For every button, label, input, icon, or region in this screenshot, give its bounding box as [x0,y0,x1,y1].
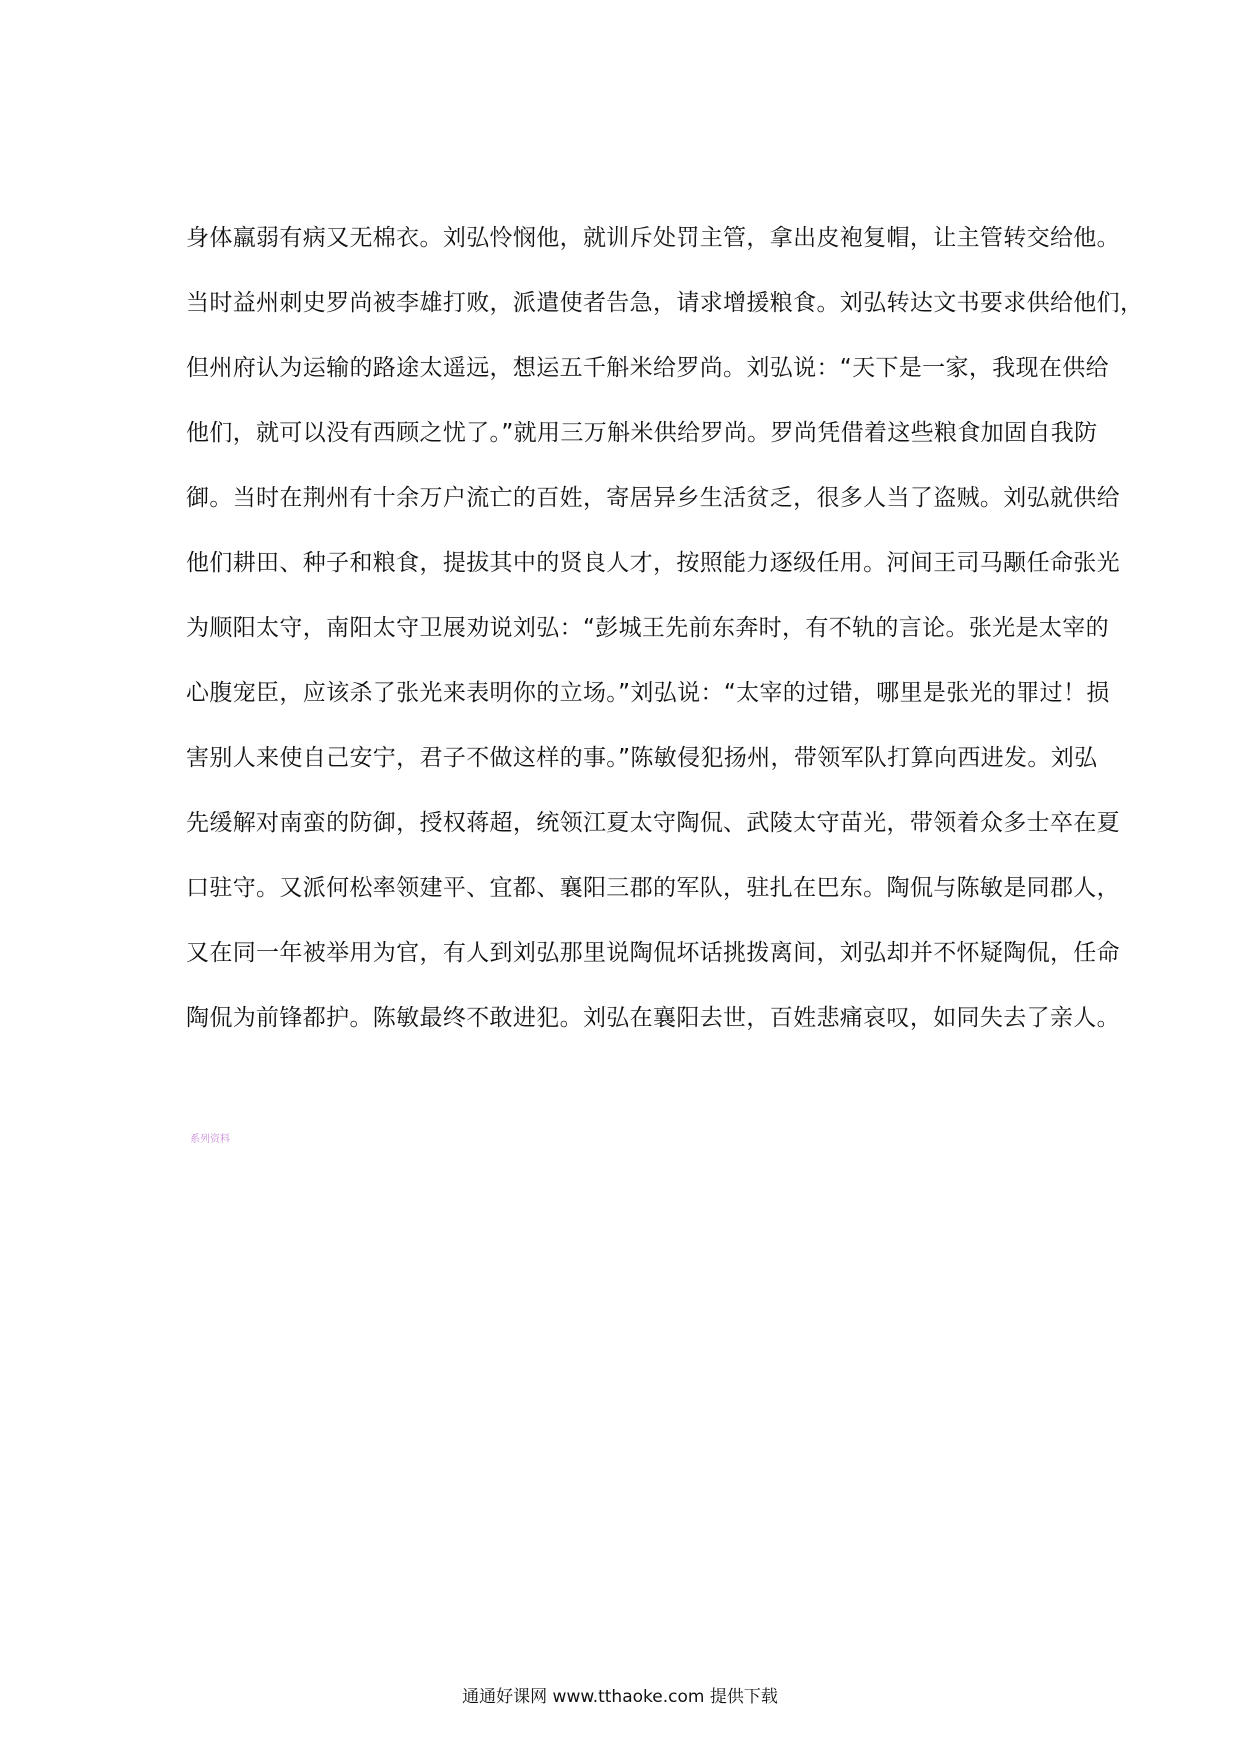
text-line: 身体羸弱有病又无棉衣。刘弘怜悯他，就训斥处罚主管，拿出皮袍复帽，让主管转交给他。 [186,225,1120,251]
text-line: 御。当时在荆州有十余万户流亡的百姓，寄居异乡生活贫乏，很多人当了盗贼。刘弘就供给 [186,485,1120,511]
text-line: 心腹宠臣，应该杀了张光来表明你的立场。”刘弘说：“太宰的过错，哪里是张光的罪过！损 [186,680,1110,706]
text-line: 先缓解对南蛮的防御，授权蒋超，统领江夏太守陶侃、武陵太守苗光，带领着众多士卒在夏 [186,810,1120,836]
text-line: 当时益州刺史罗尚被李雄打败，派遣使者告急，请求增援粮食。刘弘转达文书要求供给他们， [186,290,1144,316]
series-label: 系列资料 [190,1134,230,1145]
body-text [186,214,1144,1059]
text-line: 陶侃为前锋都护。陈敏最终不敢进犯。刘弘在襄阳去世，百姓悲痛哀叹，如同失去了亲人。 [186,1005,1120,1031]
text-line: 又在同一年被举用为官，有人到刘弘那里说陶侃坏话挑拨离间，刘弘却并不怀疑陶侃，任命 [186,940,1120,966]
text-line: 他们耕田、种子和粮食，提拔其中的贤良人才，按照能力逐级任用。河间王司马颙任命张光 [186,550,1120,576]
text-line: 但州府认为运输的路途太遥远，想运五千斛米给罗尚。刘弘说：“天下是一家，我现在供给 [186,355,1109,381]
page-footer: 通通好课网 www.tthaoke.com 提供下载 [462,1687,778,1707]
text-line: 口驻守。又派何松率领建平、宜都、襄阳三郡的军队，驻扎在巴东。陶侃与陈敏是同郡人， [186,875,1120,901]
text-line: 他们，就可以没有西顾之忧了。”就用三万斛米供给罗尚。罗尚凭借着这些粮食加固自我防 [186,420,1098,446]
text-line: 为顺阳太守，南阳太守卫展劝说刘弘：“彭城王先前东奔时，有不轨的言论。张光是太宰的 [186,615,1109,641]
text-line: 害别人来使自己安宁，君子不做这样的事。”陈敏侵犯扬州，带领军队打算向西进发。刘弘 [186,745,1098,771]
